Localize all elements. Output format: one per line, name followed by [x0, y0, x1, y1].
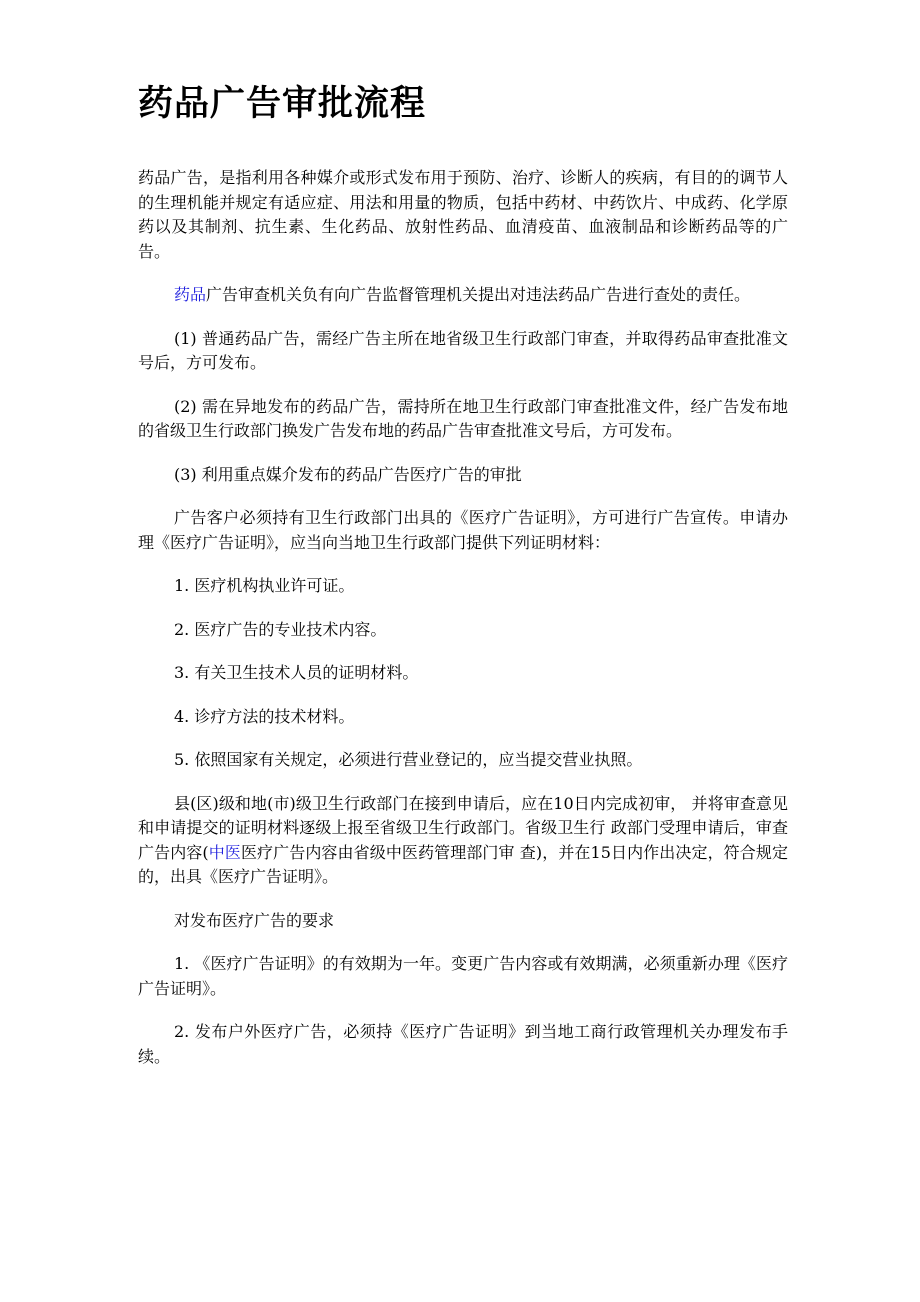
page-title: 药品广告审批流程	[138, 84, 427, 124]
material-item-3: 3. 有关卫生技术人员的证明材料。	[174, 663, 419, 682]
approval-process-text-1: 县(区)级和地(市)级卫生行政部门在接到申请后，应在10日内完成初审， 并将审查意见和申请提交的证明材料逐级上报至省级卫生行政部门。省级卫生行 政部门受理申请后，审查广告内容(	[138, 793, 788, 862]
review-authority-text: 广告审查机关负有向广告监督管理机关提出对违法药品广告进行查处的责任。	[206, 285, 751, 304]
review-authority-paragraph	[138, 283, 788, 308]
client-requirement-paragraph: 广告客户必须持有卫生行政部门出具的《医疗广告证明》，方可进行广告宣传。申请办理《医疗广告证明》，应当向当地卫生行政部门提供下列证明材料：	[138, 508, 788, 552]
requirement-item-1: 1. 《医疗广告证明》的有效期为一年。变更广告内容或有效期满，必须重新办理《医疗广告证明》。	[138, 954, 788, 998]
requirements-heading: 对发布医疗广告的要求	[174, 910, 335, 930]
intro-paragraph: 药品广告，是指利用各种媒介或形式发布用于预防、治疗、诊断人的疾病，有目的的调节人的生理机能并规定有适应症、用法和用量的物质，包括中药材、中药饮片、中成药、化学原药以及其制剂、抗生素、生化药品、放射性药品、血清疫苗、血液制品和诊断药品等的广告。	[138, 168, 788, 261]
approval-process-text-2: 医疗广告内容由省级中医药管理部门审 查)，并在15日内作出决定，符合规定的，出具《医疗广告证明》。	[138, 842, 788, 886]
document-body	[138, 166, 788, 1088]
item-2-paragraph: (2) 需在异地发布的药品广告，需持所在地卫生行政部门审查批准文件，经广告发布地的省级卫生行政部门换发广告发布地的药品广告审查批准文号后，方可发布。	[138, 396, 788, 440]
item-1-paragraph: (1) 普通药品广告，需经广告主所在地省级卫生行政部门审查，并取得药品审查批准文号后，方可发布。	[138, 328, 788, 372]
material-item-5: 5. 依照国家有关规定，必须进行营业登记的，应当提交营业执照。	[174, 750, 643, 769]
material-item-4: 4. 诊疗方法的技术材料。	[174, 706, 355, 726]
requirement-item-2: 2. 发布户外医疗广告，必须持《医疗广告证明》到当地工商行政管理机关办理发布手续。	[138, 1022, 788, 1066]
approval-process-paragraph	[138, 792, 788, 890]
material-item-1: 1. 医疗机构执业许可证。	[174, 576, 355, 595]
tcm-link[interactable]: 中医	[208, 842, 241, 862]
drug-link[interactable]: 药品	[174, 285, 207, 304]
material-item-2: 2. 医疗广告的专业技术内容。	[174, 619, 387, 639]
item-3-paragraph: (3) 利用重点媒介发布的药品广告医疗广告的审批	[174, 464, 522, 484]
